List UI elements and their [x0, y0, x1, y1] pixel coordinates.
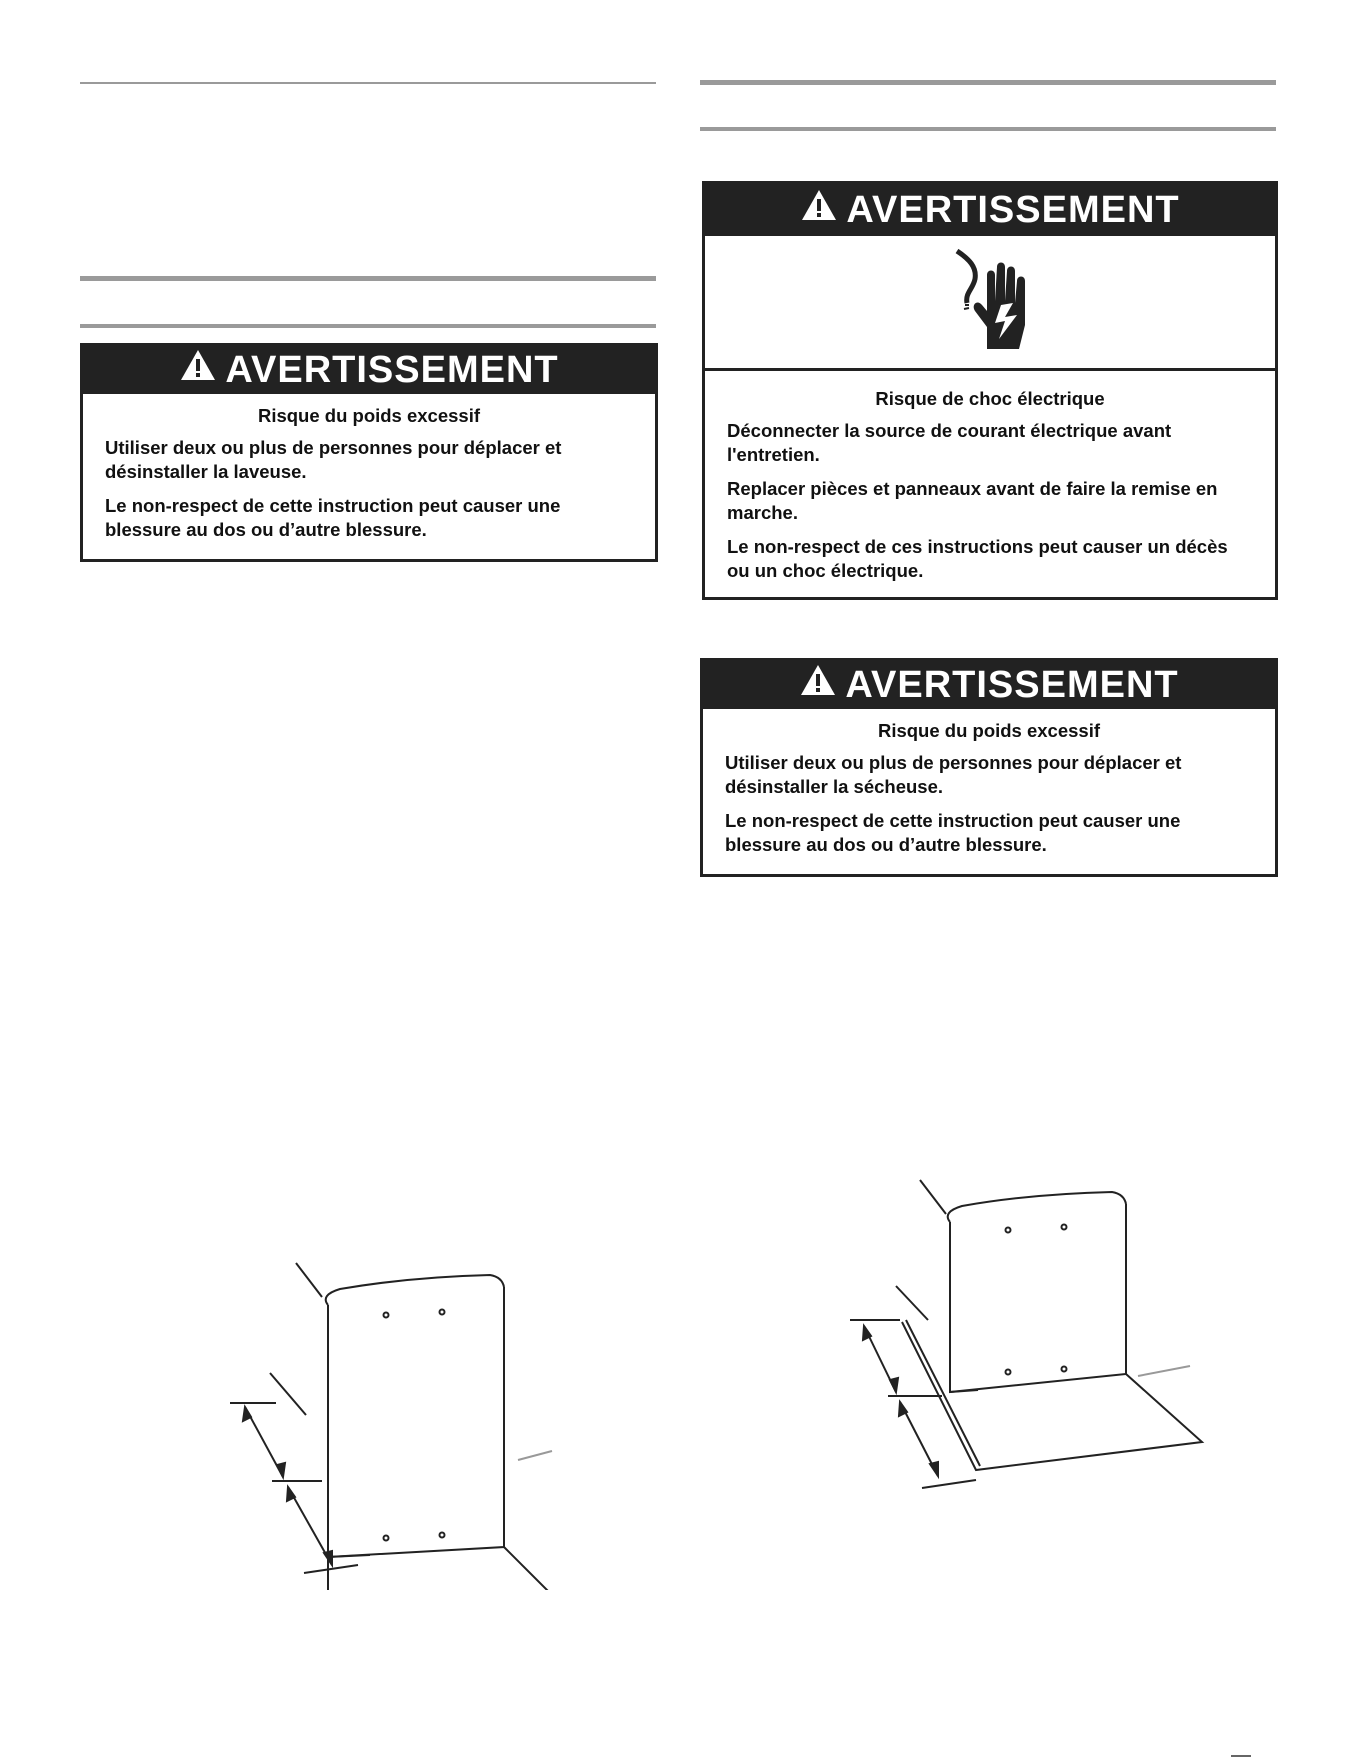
warning-paragraph: Replacer pièces et panneaux avant de faire la remise en marche. — [727, 478, 1218, 523]
warning-triangle-icon — [799, 663, 837, 707]
warning-paragraph: Le non-respect de cette instruction peut causer une blessure au dos ou d’autre blessure. — [105, 495, 561, 540]
warning-header — [705, 184, 1275, 236]
warning-box-electrical-shock — [702, 181, 1278, 600]
warning-box-dryer-weight — [700, 658, 1278, 877]
warning-header — [703, 661, 1275, 709]
section-rule-left-2 — [80, 276, 656, 281]
section-rule-left-3 — [80, 324, 656, 328]
warning-paragraph: Le non-respect de cette instruction peut causer une blessure au dos ou d’autre blessure. — [725, 810, 1181, 855]
warning-triangle-icon — [179, 348, 217, 392]
warning-paragraph: Utiliser deux ou plus de personnes pour déplacer et désinstaller la laveuse. — [105, 437, 562, 482]
section-rule-right-2 — [700, 127, 1276, 131]
warning-box-washer-weight — [80, 343, 658, 562]
section-rule-right-1 — [700, 80, 1276, 85]
warning-title: Risque de choc électrique — [875, 388, 1105, 409]
page-edge-mark — [1231, 1755, 1251, 1757]
warning-paragraph: Déconnecter la source de courant électrique avant l'entretien. — [727, 420, 1172, 465]
warning-heading: AVERTISSEMENT — [225, 348, 559, 391]
warning-triangle-icon — [800, 188, 838, 232]
warning-header — [83, 346, 655, 394]
section-rule-left-1 — [80, 82, 656, 84]
warning-title: Risque du poids excessif — [877, 720, 1101, 741]
warning-title: Risque du poids excessif — [257, 405, 481, 426]
warning-heading: AVERTISSEMENT — [846, 188, 1180, 231]
warning-heading: AVERTISSEMENT — [845, 663, 1179, 706]
washer-pedestal-diagram — [210, 1255, 590, 1590]
hazard-icon-panel — [705, 236, 1275, 371]
electric-shock-hand-icon — [935, 245, 1045, 360]
warning-paragraph: Le non-respect de ces instructions peut causer un décès ou un choc électrique. — [727, 536, 1228, 581]
dryer-pedestal-diagram — [830, 1170, 1210, 1505]
warning-paragraph: Utiliser deux ou plus de personnes pour déplacer et désinstaller la sécheuse. — [725, 752, 1182, 797]
